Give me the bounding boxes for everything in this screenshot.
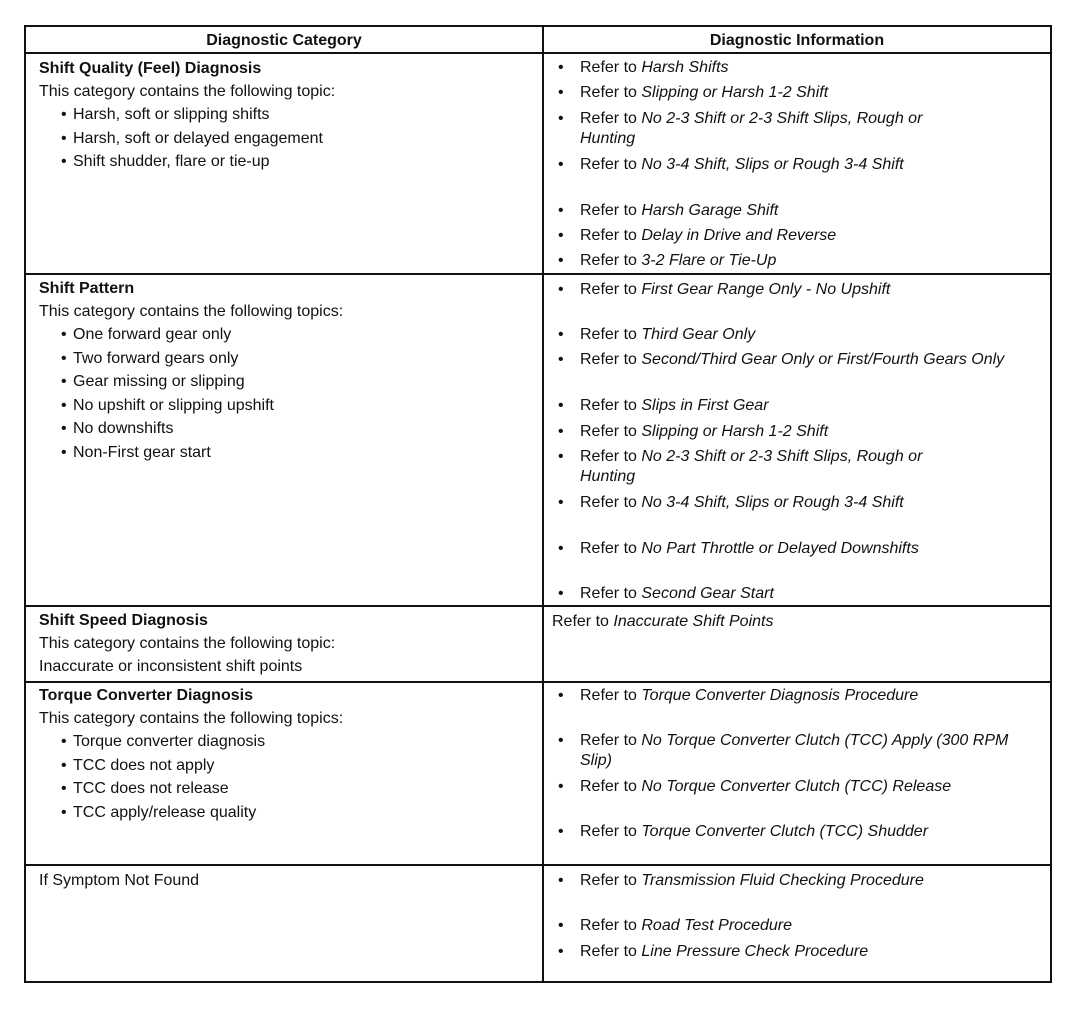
- info-item: • Refer to No Torque Converter Clutch (TCC) Apply (300 RPM Slip): [558, 732, 1009, 769]
- info-reference: Harsh Garage Shift: [641, 202, 779, 219]
- category-cell-torque-converter: [39, 684, 534, 824]
- info-item: • Refer to Transmission Fluid Checking Procedure: [558, 872, 924, 889]
- info-cell-shift-speed: Refer to Inaccurate Shift Points: [552, 613, 774, 630]
- info-reference: Road Test Procedure: [641, 917, 792, 934]
- info-item: • Refer to 3-2 Flare or Tie-Up: [558, 252, 777, 269]
- topic-item: • Harsh, soft or slipping shifts: [39, 103, 534, 127]
- info-reference: 3-2 Flare or Tie-Up: [641, 252, 777, 269]
- info-item: • Refer to Second Gear Start: [558, 585, 774, 602]
- category-cell-shift-speed: [39, 609, 534, 678]
- info-reference: No Part Throttle or Delayed Downshifts: [641, 540, 919, 557]
- row-divider: [26, 273, 1050, 275]
- info-item: • Refer to Slips in First Gear: [558, 397, 769, 414]
- info-reference: No Torque Converter Clutch (TCC) Apply (300 RPM Slip): [580, 732, 1009, 769]
- info-item: • Refer to No 2-3 Shift or 2-3 Shift Slips, Rough or Hunting: [558, 448, 923, 485]
- category-description: This category contains the following topic:: [39, 635, 336, 652]
- topic-item: • Gear missing or slipping: [39, 370, 534, 394]
- info-item: • Refer to First Gear Range Only - No Upshift: [558, 281, 891, 298]
- info-item: • Refer to No 2-3 Shift or 2-3 Shift Slips, Rough or Hunting: [558, 110, 923, 147]
- info-item: • Refer to Second/Third Gear Only or First/Fourth Gears Only: [558, 351, 1005, 368]
- info-item: • Refer to No Part Throttle or Delayed Downshifts: [558, 540, 919, 557]
- info-reference: Slips in First Gear: [641, 397, 769, 414]
- info-item: • Refer to Third Gear Only: [558, 326, 756, 343]
- category-title-plain: If Symptom Not Found: [39, 872, 200, 889]
- topic-item: • Non-First gear start: [39, 441, 534, 465]
- category-description-detail: Inaccurate or inconsistent shift points: [39, 658, 303, 675]
- info-cell-torque-converter: [558, 684, 1048, 862]
- category-cell-shift-quality: [39, 57, 534, 174]
- info-item: • Refer to Road Test Procedure: [558, 917, 792, 934]
- info-reference: Slipping or Harsh 1-2 Shift: [641, 84, 829, 101]
- topic-item: • Shift shudder, flare or tie-up: [39, 150, 534, 174]
- info-reference: No 2-3 Shift or 2-3 Shift Slips, Rough or Hunting: [580, 110, 923, 147]
- info-reference: No 2-3 Shift or 2-3 Shift Slips, Rough or Hunting: [580, 448, 923, 485]
- info-item: • Refer to No Torque Converter Clutch (TCC) Release: [558, 778, 952, 795]
- topic-item: • Two forward gears only: [39, 347, 534, 371]
- info-item: • Refer to Torque Converter Diagnosis Procedure: [558, 687, 919, 704]
- info-item: • Refer to Slipping or Harsh 1-2 Shift: [558, 423, 829, 440]
- category-title: Shift Pattern: [39, 280, 135, 297]
- info-reference: Second Gear Start: [641, 585, 774, 602]
- info-reference: Transmission Fluid Checking Procedure: [641, 872, 924, 889]
- info-reference: Line Pressure Check Procedure: [641, 943, 869, 960]
- info-item: • Refer to No 3-4 Shift, Slips or Rough 3-4 Shift: [558, 156, 904, 173]
- info-item: • Refer to Torque Converter Clutch (TCC) Shudder: [558, 823, 929, 840]
- info-reference: No 3-4 Shift, Slips or Rough 3-4 Shift: [641, 494, 904, 511]
- topic-item: • No upshift or slipping upshift: [39, 394, 534, 418]
- info-item: • Refer to Harsh Shifts: [558, 59, 729, 76]
- info-reference: Second/Third Gear Only or First/Fourth Gears Only: [641, 351, 1005, 368]
- category-title: Torque Converter Diagnosis: [39, 687, 253, 704]
- topic-item: • One forward gear only: [39, 323, 534, 347]
- row-divider: [26, 605, 1050, 607]
- info-reference: No 3-4 Shift, Slips or Rough 3-4 Shift: [641, 156, 904, 173]
- info-item: • Refer to Line Pressure Check Procedure: [558, 943, 869, 960]
- category-title: Shift Quality (Feel) Diagnosis: [39, 60, 262, 77]
- header-diagnostic-information: Diagnostic Information: [709, 32, 885, 49]
- topic-item: • No downshifts: [39, 417, 534, 441]
- category-cell-shift-pattern: [39, 277, 534, 464]
- row-divider: [26, 681, 1050, 683]
- diagnostic-table: [24, 25, 1052, 983]
- info-cell-symptom-not-found: [558, 869, 1048, 979]
- info-reference: Inaccurate Shift Points: [613, 613, 774, 630]
- topic-item: • Torque converter diagnosis: [39, 730, 534, 754]
- row-divider: [26, 52, 1050, 54]
- column-divider: [542, 27, 544, 981]
- info-item: • Refer to Delay in Drive and Reverse: [558, 227, 837, 244]
- topic-list: [39, 103, 534, 174]
- topic-list: [39, 730, 534, 824]
- info-reference: Delay in Drive and Reverse: [641, 227, 837, 244]
- category-description: This category contains the following topics:: [39, 710, 344, 727]
- info-reference: No Torque Converter Clutch (TCC) Release: [641, 778, 952, 795]
- info-reference: First Gear Range Only - No Upshift: [641, 281, 891, 298]
- topic-item: • TCC does not apply: [39, 754, 534, 778]
- category-description: This category contains the following topics:: [39, 303, 344, 320]
- category-cell-symptom-not-found: [39, 869, 534, 892]
- category-description: This category contains the following topic:: [39, 83, 336, 100]
- info-reference: Third Gear Only: [641, 326, 756, 343]
- info-cell-shift-quality: [558, 57, 1048, 271]
- info-item: • Refer to No 3-4 Shift, Slips or Rough 3-4 Shift: [558, 494, 904, 511]
- info-item: • Refer to Slipping or Harsh 1-2 Shift: [558, 84, 829, 101]
- topic-item: • TCC does not release: [39, 777, 534, 801]
- info-item: • Refer to Harsh Garage Shift: [558, 202, 779, 219]
- header-diagnostic-category: Diagnostic Category: [206, 32, 362, 49]
- info-reference: Slipping or Harsh 1-2 Shift: [641, 423, 829, 440]
- topic-list: [39, 323, 534, 464]
- info-reference: Torque Converter Diagnosis Procedure: [641, 687, 919, 704]
- info-reference: Harsh Shifts: [641, 59, 729, 76]
- category-title: Shift Speed Diagnosis: [39, 612, 208, 629]
- topic-item: • TCC apply/release quality: [39, 801, 534, 825]
- info-cell-shift-pattern: [558, 277, 1048, 603]
- row-divider: [26, 864, 1050, 866]
- info-reference: Torque Converter Clutch (TCC) Shudder: [641, 823, 929, 840]
- topic-item: • Harsh, soft or delayed engagement: [39, 127, 534, 151]
